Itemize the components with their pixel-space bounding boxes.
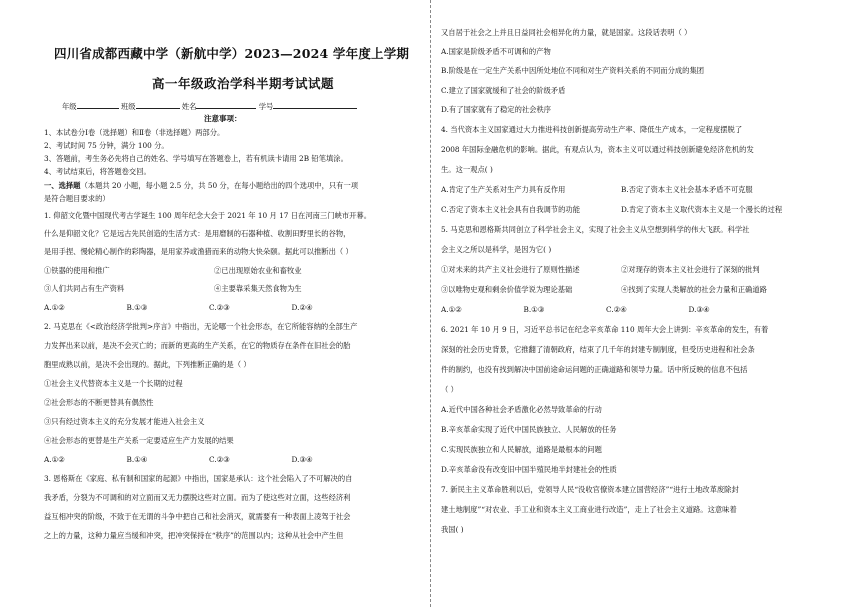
section1-heading — [44, 182, 358, 189]
q4-options-row — [441, 206, 801, 213]
q4-stem-line: 生。这一观点( ) — [441, 165, 493, 174]
statement: ④社会形态的更替是生产关系一定要适应生产力发展的结果 — [44, 436, 234, 445]
class-blank[interactable] — [136, 101, 180, 109]
q6-option[interactable]: C.实现民族独立和人民解放，道路是最根本的问题 — [441, 445, 602, 454]
q4-stem-line: 2008 年国际金融危机的影响。据此，有观点认为，资本主义可以通过科技创新避免经济危机的发 — [441, 145, 754, 154]
statement: ②社会形态的不断更替具有偶然性 — [44, 398, 154, 407]
q5-stem-line: 会主义之所以是科学，是因为它( ) — [441, 245, 552, 254]
q3-stem-cont: 又自居于社会之上并且日益同社会相异化的力量，就是国家。这段话表明（ ） — [441, 28, 692, 37]
exam-title-line2: 高一年级政治学科半期考试试题 — [152, 76, 335, 91]
q3-option[interactable]: B.阶级是在一定生产关系中因所处地位不同和对生产资料关系的不同而分成的集团 — [441, 66, 705, 75]
statement: ③只有经过资本主义的充分发展才能进入社会主义 — [44, 417, 205, 426]
section1-desc-cont: 是符合题目要求的） — [44, 194, 110, 203]
option-b[interactable]: B.否定了资本主义社会基本矛盾不可克服 — [621, 185, 753, 194]
q1-statements-row — [44, 267, 384, 274]
q1-stem-line: 是用手捏、慢轮精心制作的彩陶器，是用家养或渔猎而来的动物大快朵颐。据此可以推断出（ ） — [44, 247, 353, 256]
option-c[interactable]: C.②③ — [209, 303, 230, 312]
q3-stem-line: 之上的力量，这种力量应当缓和冲突，把冲突保持在“秩序”的范围以内；这种从社会中产生但 — [44, 531, 344, 540]
name-blank[interactable] — [196, 101, 256, 109]
class-label: 班级 — [120, 102, 136, 111]
q2-stem-line: 2. 马克思在《<政治经济学批判>序言》中指出，无论哪一个社会形态，在它所能容纳的全部生产 — [44, 322, 358, 331]
grade-label: 年级 — [62, 102, 77, 111]
q5-options — [441, 306, 771, 313]
notice-item: 3、答题前，考生务必先将自己的姓名、学号填写在答题卷上，若有机读卡请用 2B 铅笔填涂。 — [44, 154, 348, 163]
option-a[interactable]: A.肯定了生产关系对生产力具有反作用 — [441, 185, 566, 194]
option-b[interactable]: B.①④ — [126, 455, 148, 464]
q2-stem-line: 力发挥出来以前，是决不会灭亡的；而新的更高的生产关系，在它的物质存在条件在旧社会的胎 — [44, 341, 351, 350]
option-d[interactable]: D.肯定了资本主义取代资本主义是一个漫长的过程 — [621, 205, 783, 214]
option-a[interactable]: A.①② — [44, 303, 65, 312]
option-c[interactable]: C.否定了资本主义社会具有自我调节的功能 — [441, 205, 580, 214]
statement: ④找到了实现人类解放的社会力量和正确道路 — [621, 285, 767, 294]
column-divider — [430, 0, 432, 607]
q3-stem-line: 3. 恩格斯在《家庭、私有制和国家的起源》中指出，国家是承认：这个社会陷入了不可解决的自 — [44, 474, 353, 483]
q3-stem-line: 益互相冲突的阶级，不致于在无谓的斗争中把自己和社会消灭，就需要有一种表面上凌驾于社会 — [44, 512, 351, 521]
option-d[interactable]: D.③④ — [688, 305, 710, 314]
id-blank[interactable] — [273, 101, 357, 109]
option-a[interactable]: A.①② — [44, 455, 65, 464]
q6-stem-line: 件的制约，也没有找到解决中国前途命运问题的正确道路和领导力量。话中所反映的信息不包括 — [441, 365, 748, 374]
q3-option[interactable]: A.国家是阶级矛盾不可调和的产物 — [441, 47, 551, 56]
option-c[interactable]: C.②④ — [606, 305, 627, 314]
q2-stem-line: 胞里成熟以前，是决不会出现的。据此，下列推断正确的是（ ） — [44, 360, 251, 369]
section1-label: 一、选择题 — [44, 181, 81, 190]
q3-option[interactable]: C.建立了国家就缓和了社会的阶级矛盾 — [441, 86, 566, 95]
student-info-line — [62, 101, 357, 110]
q6-option[interactable]: D.辛亥革命没有改变旧中国半殖民地半封建社会的性质 — [441, 465, 617, 474]
q6-stem-line: 6. 2021 年 10 月 9 日，习近平总书记在纪念辛亥革命 110 周年大会上讲到：辛亥革命的发生，有着 — [441, 325, 769, 334]
q1-stem-line: 什么是仰韶文化？它是远古先民创造的生活方式：是用磨制的石器种植、收割田野里长的谷物， — [44, 229, 351, 238]
exam-title-line1: 四川省成都西藏中学（新航中学）2023—2024 学年度上学期 — [54, 46, 410, 61]
q7-stem-line: 我国( ) — [441, 525, 464, 534]
q5-stem-line: 5. 马克思和恩格斯共同创立了科学社会主义，实现了社会主义从空想到科学的伟大飞跃。科学社 — [441, 225, 750, 234]
notice-item: 2、考试时间 75 分钟，满分 100 分。 — [44, 141, 169, 150]
q3-option[interactable]: D.有了国家就有了稳定的社会秩序 — [441, 105, 552, 114]
q6-option[interactable]: A.近代中国各种社会矛盾激化必然导致革命的行动 — [441, 405, 602, 414]
statement: ①社会主义代替资本主义是一个长期的过程 — [44, 379, 183, 388]
q5-statements-row — [441, 266, 801, 273]
option-c[interactable]: C.②③ — [209, 455, 230, 464]
statement: ①铁器的使用和推广 — [44, 266, 110, 275]
statement: ③以唯物史观和剩余价值学说为理论基础 — [441, 285, 573, 294]
option-d[interactable]: D.③④ — [291, 455, 313, 464]
q2-options — [44, 456, 374, 463]
option-b[interactable]: B.①③ — [126, 303, 148, 312]
q6-stem-line: （ ） — [441, 385, 458, 394]
option-d[interactable]: D.②④ — [291, 303, 313, 312]
id-label: 学号 — [258, 102, 274, 111]
notice-item: 4、考试结束后，将答题卷交回。 — [44, 167, 151, 176]
statement: ④主要靠采集天然食物为生 — [214, 284, 302, 293]
section1-desc: （本题共 20 小题，每小题 2.5 分，共 50 分，在每小题给出的四个选项中，只有一项 — [80, 181, 359, 190]
q3-stem-line: 我矛盾，分裂为不可调和的对立面而又无力摆脱这些对立面。而为了使这些对立面，这些经济利 — [44, 493, 351, 502]
q5-statements-row — [441, 286, 801, 293]
option-b[interactable]: B.①③ — [523, 305, 545, 314]
q1-options — [44, 304, 374, 311]
q4-stem-line: 4. 当代资本主义国家通过大力推进科技创新提高劳动生产率、降低生产成本，一定程度摆脱了 — [441, 125, 743, 134]
q1-stem-line: 1. 仰韶文化暨中国现代考古学诞生 100 周年纪念大会于 2021 年 10 月 17 日在河南三门峡市开幕。 — [44, 211, 371, 220]
q4-options-row — [441, 186, 801, 193]
q7-stem-line: 建土地制度”“对农业、手工业和资本主义工商业进行改造”，走上了社会主义道路。这意味着 — [441, 505, 737, 514]
notice-item: 1、本试卷分Ⅰ卷（选择题）和Ⅱ卷（非选择题）两部分。 — [44, 128, 225, 137]
statement: ①对未来的共产主义社会进行了原则性描述 — [441, 265, 580, 274]
grade-blank[interactable] — [77, 101, 119, 109]
notice-title: 注意事项： — [204, 114, 242, 123]
statement: ②对现存的资本主义社会进行了深刻的批判 — [621, 265, 760, 274]
option-a[interactable]: A.①② — [441, 305, 462, 314]
q6-option[interactable]: B.辛亥革命实现了近代中国民族独立、人民解放的任务 — [441, 425, 617, 434]
statement: ③人们共同占有生产资料 — [44, 284, 125, 293]
name-label: 姓名 — [181, 102, 197, 111]
q1-statements-row — [44, 285, 384, 292]
q7-stem-line: 7. 新民主主义革命胜利以后，党领导人民“没收官僚资本建立国营经济”“进行土地改革废除封 — [441, 485, 739, 494]
statement: ②已出现原始农业和畜牧业 — [214, 266, 302, 275]
q6-stem-line: 深刻的社会历史背景，它推翻了清朝政府，结束了几千年的封建专制制度，但受历史进程和社会条 — [441, 345, 755, 354]
